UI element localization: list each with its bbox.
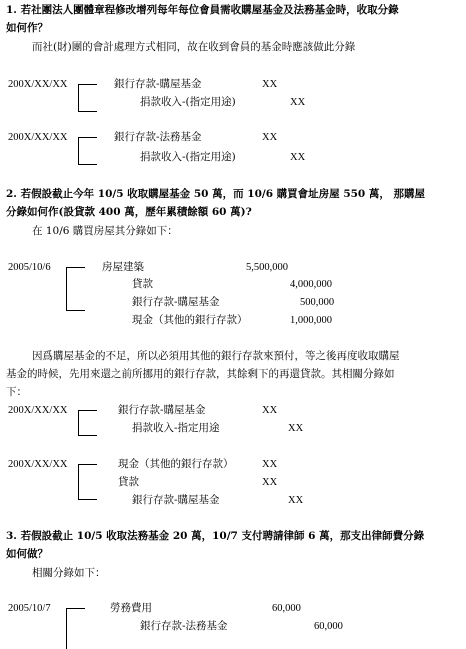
q2-e1-c1: 貸款	[132, 278, 153, 290]
q2-e1-date: 2005/10/6	[8, 262, 51, 273]
q2-e1-c3-amt: 1,000,000	[290, 315, 332, 326]
q3-e1-credit: 銀行存款-法務基金	[140, 620, 228, 632]
q1-e2-credit: 捐款收入-(指定用途)	[140, 151, 236, 163]
q3-intro: 相關分錄如下：	[32, 567, 106, 579]
q2-title-line2: 分錄如何作(設貸款 400 萬，歷年累積餘額 60 萬)?	[6, 206, 252, 218]
q2-para-line2: 基金的時候，先用來還之前所挪用的銀行存款，其餘剩下的再還貸款。其相關分錄如	[6, 368, 395, 380]
q1-e1-credit-amt: XX	[290, 97, 306, 108]
q2-e1-c2-amt: 500,000	[300, 297, 335, 308]
q1-title-line2: 如何作？	[6, 22, 48, 34]
q2-para-line1: 因爲購屋基金的不足，所以必須用其他的銀行存款來預付，等之後再度收取購屋	[32, 350, 400, 362]
q3-e1-bracket	[66, 608, 85, 649]
q2-e3-bracket	[78, 464, 97, 500]
q3-title-line2: 如何做？	[6, 548, 48, 560]
q2-e1-bracket	[66, 267, 85, 311]
q1-e1-bracket	[78, 84, 97, 112]
q2-e3-d2: 貸款	[118, 476, 139, 488]
q1-title-line1: 1. 若社團法人團體章程修改增列每年每位會員需收購屋基金及法務基金時，收取分錄	[6, 4, 399, 16]
q2-e3-credit: 銀行存款-購屋基金	[132, 494, 220, 506]
q1-e2-debit-amt: XX	[262, 132, 278, 143]
q3-title-line1: 3. 若假設截止 10/5 收取法務基金 20 萬，10/7 支付聘請律師 6 萬，那支出律師費分錄	[6, 530, 425, 542]
q2-title-line1: 2. 若假設截止今年 10/5 收取購屋基金 50 萬，而 10/6 購買會址房屋 550 萬， 那購屋	[6, 188, 426, 200]
q2-e1-debit-amt: 5,500,000	[246, 262, 288, 273]
q2-e3-d2-amt: XX	[262, 477, 278, 488]
q1-e2-debit: 銀行存款-法務基金	[114, 131, 202, 143]
q3-e1-debit-amt: 60,000	[272, 603, 301, 614]
q2-e1-c1-amt: 4,000,000	[290, 279, 332, 290]
q2-e3-credit-amt: XX	[288, 495, 304, 506]
q3-e1-debit: 勞務費用	[110, 602, 152, 614]
q1-e1-debit: 銀行存款-購屋基金	[114, 78, 202, 90]
q2-e2-debit: 銀行存款-購屋基金	[118, 404, 206, 416]
q2-e1-debit: 房屋建築	[102, 261, 144, 273]
q2-e3-d1: 現金（其他的銀行存款）	[118, 458, 234, 470]
q1-e1-debit-amt: XX	[262, 79, 278, 90]
q1-e2-date: 200X/XX/XX	[8, 132, 68, 143]
q2-e3-date: 200X/XX/XX	[8, 459, 68, 470]
q2-e1-c2: 銀行存款-購屋基金	[132, 296, 220, 308]
q1-e2-bracket	[78, 137, 97, 165]
q2-e2-date: 200X/XX/XX	[8, 405, 68, 416]
q2-intro: 在 10/6 購買房屋其分錄如下：	[32, 225, 178, 237]
q1-intro: 而社(財)團的會計處理方式相同，故在收到會員的基金時應該做此分錄	[32, 41, 356, 53]
q2-e2-credit-amt: XX	[288, 423, 304, 434]
q3-e1-date: 2005/10/7	[8, 603, 51, 614]
q1-e1-credit: 捐款收入-(指定用途)	[140, 96, 236, 108]
q2-e1-c3: 現金（其他的銀行存款）	[132, 314, 248, 326]
q2-e3-d1-amt: XX	[262, 459, 278, 470]
q2-e2-debit-amt: XX	[262, 405, 278, 416]
q3-e1-credit-amt: 60,000	[314, 621, 343, 632]
q1-e2-credit-amt: XX	[290, 152, 306, 163]
q1-e1-date: 200X/XX/XX	[8, 79, 68, 90]
q2-e2-credit: 捐款收入-指定用途	[132, 422, 220, 434]
q2-para-line3: 下：	[6, 386, 27, 398]
q2-e2-bracket	[78, 410, 97, 436]
